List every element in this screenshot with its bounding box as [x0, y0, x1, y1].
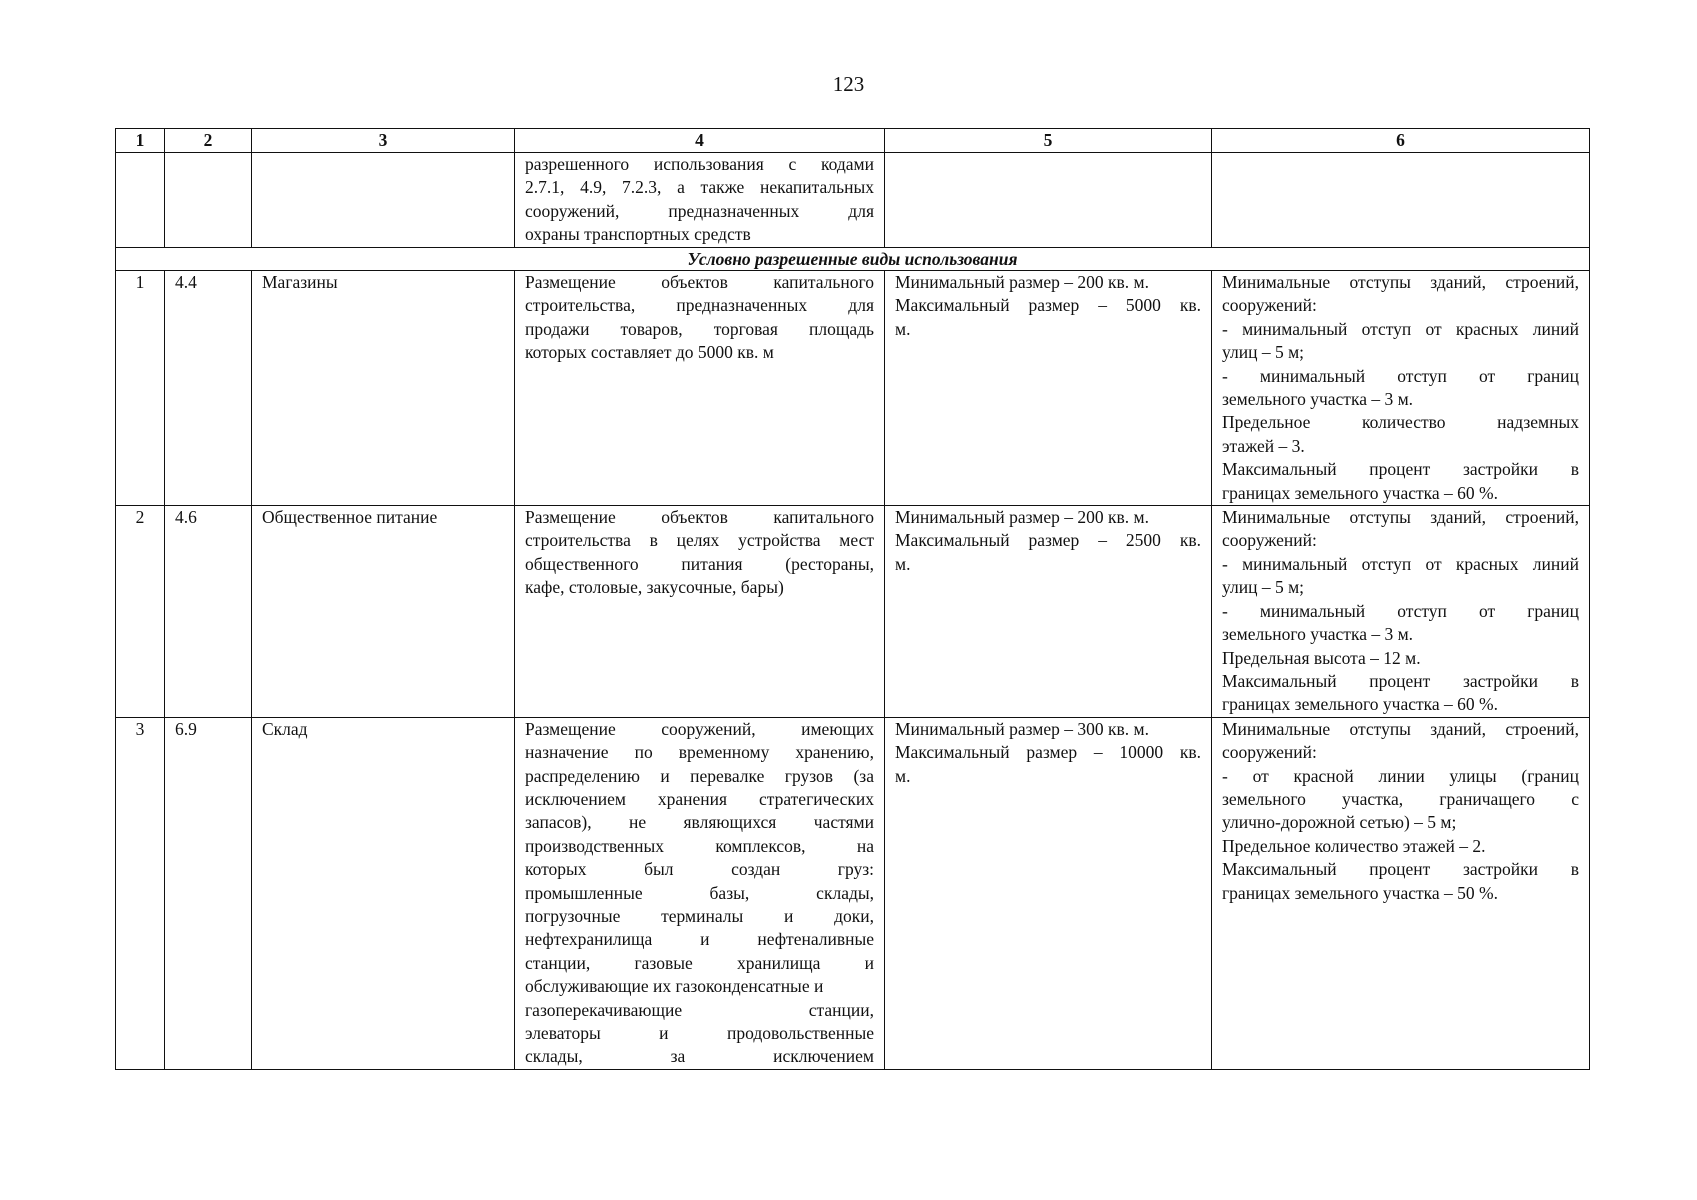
text-line: - минимальный отступ от красных линий [1222, 318, 1579, 339]
text-line: охраны транспортных средств [525, 224, 751, 245]
text-line: которых был создан груз: [525, 859, 874, 880]
text-line: земельного участка – 3 м. [1222, 624, 1414, 645]
header-col-6: 6 [1212, 129, 1590, 153]
text-line: улично-дорожной сетью) – 5 м; [1222, 812, 1457, 833]
row-name: Магазины [252, 271, 515, 506]
text-line: склады, за исключением [525, 1046, 874, 1067]
text-line: Максимальный размер – 10000 кв. [895, 742, 1201, 763]
text-line: м. [895, 318, 911, 339]
row-description [515, 271, 885, 506]
text-line: промышленные базы, склады, [525, 882, 874, 903]
section-title: Условно разрешенные виды использования [116, 248, 1590, 271]
text-line: Размещение объектов капитального [525, 507, 874, 528]
text-line: - от красной линии улицы (границ [1222, 765, 1579, 786]
text-line: Размещение сооружений, имеющих [525, 718, 874, 739]
row-number: 2 [116, 506, 165, 718]
text-line: границах земельного участка – 60 %. [1222, 482, 1498, 503]
table-row [116, 717, 1590, 1069]
text-line: разрешенного использования с кодами [525, 154, 874, 174]
row-code: 6.9 [165, 717, 252, 1069]
text-line: Минимальные отступы зданий, строений, [1222, 718, 1579, 739]
text-line: распределению и перевалке грузов (за [525, 765, 874, 786]
text-line: кафе, столовые, закусочные, бары) [525, 577, 784, 598]
text-line: Минимальные отступы зданий, строений, [1222, 272, 1579, 292]
text-line: Предельная высота – 12 м. [1222, 647, 1421, 668]
text-line: Максимальный процент застройки в [1222, 670, 1579, 691]
text-line: Минимальные отступы зданий, строений, [1222, 507, 1579, 528]
text-line: Размещение объектов капитального [525, 272, 874, 292]
row-name: Общественное питание [252, 506, 515, 718]
text-line: - минимальный отступ от границ [1222, 365, 1579, 386]
cell-empty [885, 153, 1212, 248]
text-line: Минимальный размер – 300 кв. м. [895, 718, 1149, 739]
text-line: продажи товаров, торговая площадь [525, 318, 874, 339]
text-line: сооружений: [1222, 742, 1317, 763]
text-line: назначение по временному хранению, [525, 742, 874, 763]
text-line: Минимальный размер – 200 кв. м. [895, 272, 1149, 292]
text-line: 2.7.1, 4.9, 7.2.3, а также некапитальных [525, 177, 874, 198]
text-line: элеваторы и продовольственные [525, 1023, 874, 1043]
text-line: производственных комплексов, на [525, 835, 874, 856]
text-line: Максимальный размер – 2500 кв. [895, 530, 1201, 551]
text-line: границах земельного участка – 60 %. [1222, 694, 1498, 715]
text-line: - минимальный отступ от границ [1222, 600, 1579, 621]
row-code: 4.6 [165, 506, 252, 718]
text-line: газоперекачивающие станции, [525, 999, 874, 1020]
text-line: запасов), не являющихся частями [525, 812, 874, 833]
text-line: нефтехранилища и нефтеналивные [525, 929, 874, 950]
row-size [885, 717, 1212, 1069]
text-line: общественного питания (рестораны, [525, 553, 874, 574]
text-line: строительства в целях устройства мест [525, 530, 874, 551]
text-line: Максимальный размер – 5000 кв. [895, 295, 1201, 316]
cell-empty [1212, 153, 1590, 248]
text-line: улиц – 5 м; [1222, 577, 1305, 598]
row-number: 3 [116, 717, 165, 1069]
row-params [1212, 506, 1590, 718]
text-line: сооружений: [1222, 295, 1317, 316]
text-line: Минимальный размер – 200 кв. м. [895, 507, 1149, 528]
row-params [1212, 271, 1590, 506]
text-line: исключением хранения стратегических [525, 788, 874, 809]
text-line: Максимальный процент застройки в [1222, 859, 1579, 880]
continuation-description [515, 153, 885, 248]
cell-empty [252, 153, 515, 248]
text-line: сооружений, предназначенных для [525, 200, 874, 221]
text-line: Предельное количество надземных [1222, 412, 1579, 433]
row-description [515, 717, 885, 1069]
text-line: строительства, предназначенных для [525, 295, 874, 316]
text-line: обслуживающие их газоконденсатные и [525, 976, 824, 997]
text-line: земельного участка, граничащего с [1222, 788, 1579, 809]
text-line: Предельное количество этажей – 2. [1222, 835, 1486, 856]
table-row [116, 271, 1590, 506]
row-description [515, 506, 885, 718]
text-line: улиц – 5 м; [1222, 342, 1305, 363]
page-number: 123 [832, 72, 865, 96]
text-line: сооружений: [1222, 530, 1317, 551]
text-line: - минимальный отступ от красных линий [1222, 553, 1579, 574]
text-line: Максимальный процент застройки в [1222, 459, 1579, 480]
text-line: земельного участка – 3 м. [1222, 389, 1414, 410]
header-col-3: 3 [252, 129, 515, 153]
text-line: погрузочные терминалы и доки, [525, 905, 874, 926]
header-row [116, 129, 1590, 153]
row-code: 4.4 [165, 271, 252, 506]
text-line: станции, газовые хранилища и [525, 952, 874, 973]
header-col-2: 2 [165, 129, 252, 153]
zoning-table [115, 128, 1590, 1070]
row-params [1212, 717, 1590, 1069]
text-line: этажей – 3. [1222, 435, 1305, 456]
table-row [116, 506, 1590, 718]
cell-empty [116, 153, 165, 248]
text-line: м. [895, 765, 911, 786]
section-row [116, 248, 1590, 271]
text-line: м. [895, 553, 911, 574]
row-size [885, 271, 1212, 506]
header-col-1: 1 [116, 129, 165, 153]
text-line: которых составляет до 5000 кв. м [525, 342, 774, 363]
row-number: 1 [116, 271, 165, 506]
row-size [885, 506, 1212, 718]
header-col-4: 4 [515, 129, 885, 153]
text-line: границах земельного участка – 50 %. [1222, 882, 1498, 903]
continuation-row [116, 153, 1590, 248]
header-col-5: 5 [885, 129, 1212, 153]
cell-empty [165, 153, 252, 248]
row-name: Склад [252, 717, 515, 1069]
